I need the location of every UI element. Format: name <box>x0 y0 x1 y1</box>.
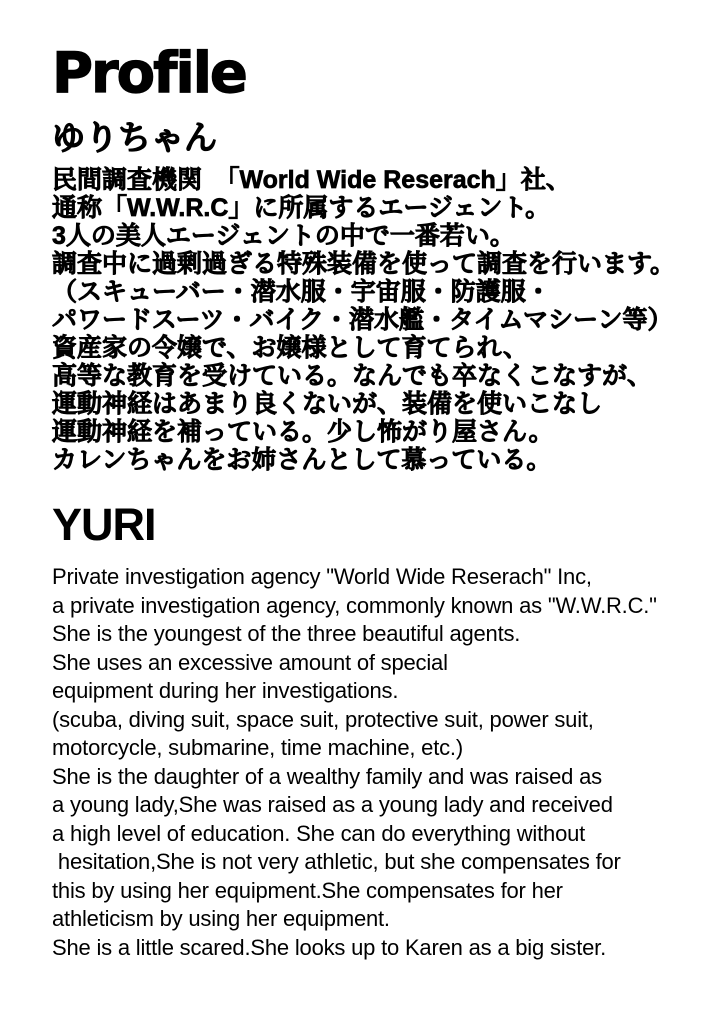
jp-profile-line: 資産家の令嬢で、お嬢様として育てられ、 <box>52 333 529 362</box>
character-name-english: YURI <box>52 498 156 550</box>
en-profile-line: (scuba, diving suit, space suit, protective suit, power suit, <box>52 706 594 732</box>
jp-profile-line: 民間調査機関 「World Wide Reserach」社、 <box>52 165 571 194</box>
en-profile-line: motorcycle, submarine, time machine, etc.) <box>52 735 463 761</box>
en-profile-line: a private investigation agency, commonly known as "W.W.R.C." <box>52 592 657 618</box>
en-profile-line: equipment during her investigations. <box>52 678 399 704</box>
en-profile-line: Private investigation agency "World Wide Reserach" Inc, <box>52 564 592 590</box>
en-profile-line: She is the youngest of the three beautiful agents. <box>52 621 521 647</box>
english-profile-text <box>52 563 707 962</box>
character-name-japanese: ゆりちゃん <box>52 119 217 156</box>
en-profile-line: She is the daughter of a wealthy family and was raised as <box>52 763 602 789</box>
english-profile-section <box>52 500 707 963</box>
en-profile-line: a young lady,She was raised as a young lady and received <box>52 792 613 818</box>
jp-profile-line: 調査中に過剰過ぎる特殊装備を使って調査を行います。 <box>52 249 676 278</box>
japanese-profile-text <box>52 166 707 474</box>
en-profile-line: athleticism by using her equipment. <box>52 906 390 932</box>
en-profile-line: She uses an excessive amount of special <box>52 649 448 675</box>
jp-profile-line: 通称「W.W.R.C」に所属するエージェント。 <box>52 193 551 222</box>
jp-profile-line: 3人の美人エージェントの中で一番若い。 <box>52 221 515 250</box>
en-profile-line: this by using her equipment.She compensates for her <box>52 877 563 903</box>
jp-profile-line: 運動神経はあまり良くないが、装備を使いこなし <box>52 389 603 418</box>
jp-profile-line: （スキューバー・潜水服・宇宙服・防護服・ <box>52 277 551 306</box>
jp-profile-line: 運動神経を補っている。少し怖がり屋さん。 <box>52 417 554 446</box>
jp-profile-line: カレンちゃんをお姉さんとして慕っている。 <box>52 445 552 474</box>
jp-profile-line: パワードスーツ・バイク・潜水艦・タイムマシーン等） <box>52 305 673 334</box>
en-profile-line: hesitation,She is not very athletic, but she compensates for <box>52 849 621 875</box>
page-title: Profile <box>52 41 246 106</box>
en-profile-line: She is a little scared.She looks up to Karen as a big sister. <box>52 934 606 960</box>
jp-profile-line: 高等な教育を受けている。なんでも卒なくこなすが、 <box>52 361 653 390</box>
en-profile-line: a high level of education. She can do everything without <box>52 820 586 846</box>
japanese-profile-section <box>52 118 707 474</box>
